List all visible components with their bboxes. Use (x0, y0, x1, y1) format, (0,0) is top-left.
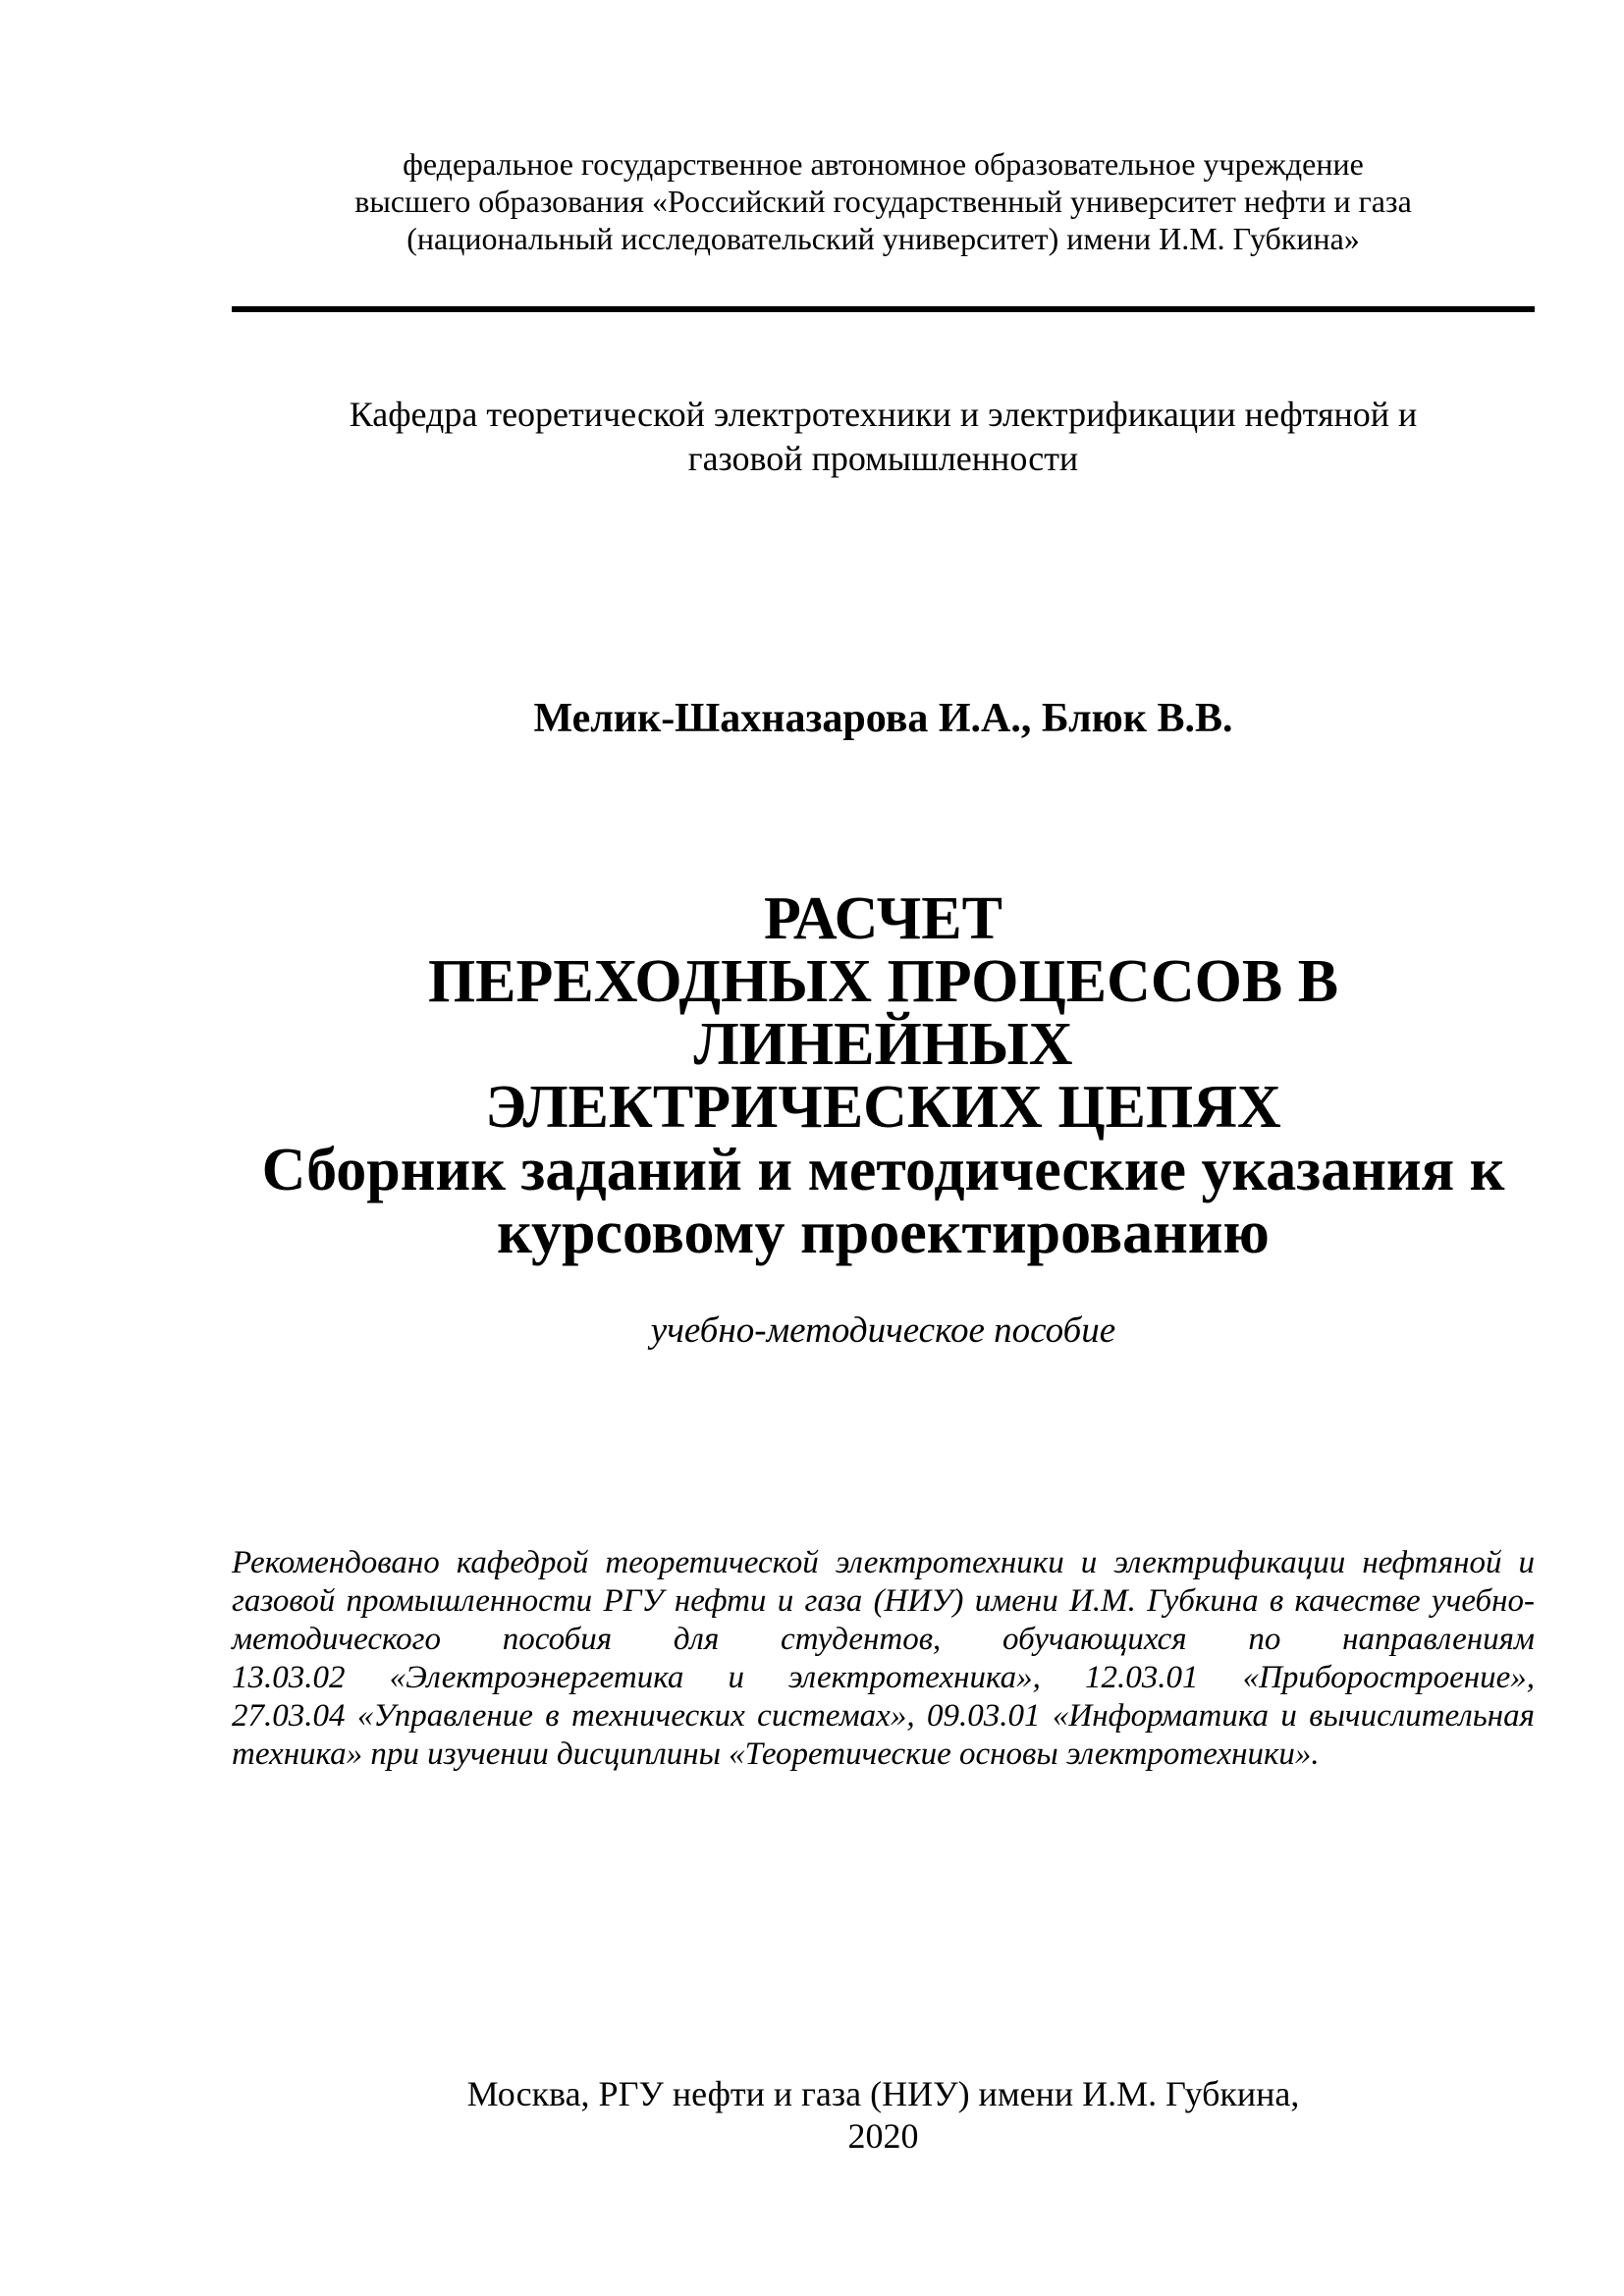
imprint-city-line: Москва, РГУ нефти и газа (НИУ) имени И.М. Губкина, (466, 2074, 1300, 2113)
imprint-block (232, 2073, 1535, 2158)
authors-line: Мелик-Шахназарова И.А., Блюк В.В. (533, 696, 1233, 741)
recommendation-paragraph (232, 1544, 1535, 1774)
imprint-year: 2020 (847, 2116, 919, 2156)
recommendation-line-2: газовой промышленности РГУ нефти и газа (НИУ) имени И.М. Губкина в качестве учебно- (232, 1583, 1535, 1619)
recommendation-line-6: техника» при изучении дисциплины «Теоретические основы электротехники». (232, 1736, 1320, 1772)
department-line-2: газовой промышленности (687, 439, 1079, 478)
recommendation-line-3: методического пособия для студентов, обучающихся по направлениям (232, 1622, 1535, 1657)
recommendation-line-4: 13.03.02 «Электроэнергетика и электротехника», 12.03.01 «Приборостроение», (232, 1660, 1535, 1695)
title-line-2: ПЕРЕХОДНЫХ ПРОЦЕССОВ В ЛИНЕЙНЫХ (427, 948, 1339, 1078)
title-subtitle-line-1: Сборник заданий и методические указания к (261, 1137, 1505, 1203)
recommendation-line-5: 27.03.04 «Управление в технических системах», 09.03.01 «Информатика и вычислительная (232, 1698, 1535, 1734)
title-subtitle-line-2: курсовому проектированию (497, 1200, 1270, 1266)
institution-block (232, 145, 1535, 257)
institution-line-1: федеральное государственное автономное образовательное учреждение (403, 146, 1364, 182)
institution-line-2: высшего образования «Российский государственный университет нефти и газа (354, 184, 1412, 219)
department-line-1: Кафедра теоретической электротехники и электрификации нефтяной и (349, 395, 1418, 434)
institution-line-3: (национальный исследовательский университет) имени И.М. Губкина» (406, 221, 1360, 256)
department-block (232, 393, 1535, 481)
divider-rule (232, 306, 1535, 312)
recommendation-line-1: Рекомендовано кафедрой теоретической электротехники и электрификации нефтяной и (232, 1545, 1535, 1580)
title-line-1: РАСЧЕТ (763, 885, 1003, 952)
edition-type: учебно-методическое пособие (650, 1310, 1116, 1351)
book-title (232, 887, 1535, 1264)
title-line-3: ЭЛЕКТРИЧЕСКИХ ЦЕПЯХ (485, 1074, 1281, 1141)
